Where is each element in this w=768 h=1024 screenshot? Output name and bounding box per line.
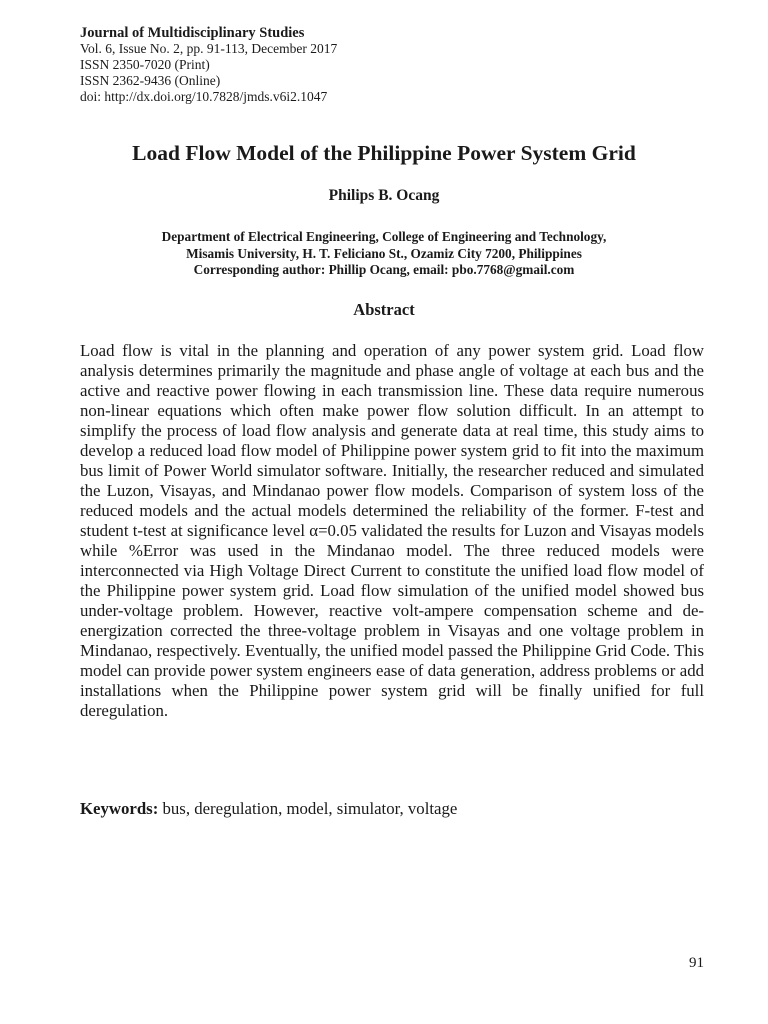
affiliation-line-3: Corresponding author: Phillip Ocang, email: pbo.7768@gmail.com [193, 262, 575, 277]
issn-print: ISSN 2350-7020 (Print) [80, 57, 210, 72]
abstract-heading: Abstract [353, 300, 415, 319]
paper-title: Load Flow Model of the Philippine Power System Grid [132, 141, 636, 165]
volume-line: Vol. 6, Issue No. 2, pp. 91-113, December 2017 [80, 41, 338, 56]
issn-online: ISSN 2362-9436 (Online) [80, 73, 221, 88]
affiliation-line-2: Misamis University, H. T. Feliciano St., Ozamiz City 7200, Philippines [186, 245, 582, 261]
keywords-label: Keywords: [80, 799, 159, 818]
page-number: 91 [689, 955, 704, 971]
abstract-text: Load flow is vital in the planning and operation of any power system grid. Load flow analysis determines primarily the magnitude and phase angle of voltage at each bus and the active and reactive power flowing in each transmission line. These data require numerous non-linear equations which often make power flow solution difficult. In an attempt to simplify the process of load flow analysis and generate data at real time, this study aims to develop a reduced load flow model of Philippine power system grid to fit into the maximum bus limit of Power World simulator software. Initially, the researcher reduced and simulated the Luzon, Visayas, and Mindanao power flow models. Comparison of system loss of the reduced models and the actual models determined the reliability of the former. F-test and student t-test at significance level α=0.05 validated the results for Luzon and Visayas models while %Error was used in the Mindanao model. The three reduced models were interconnected via High Voltage Direct Current to constitute the unified load flow model of the Philippine power system grid. Load flow simulation of the unified model showed bus under-voltage problem. However, reactive volt-ampere compensation scheme and de-energization corrected the three-voltage problem in Visayas and one voltage problem in Mindanao, respectively. Eventually, the unified model passed the Philippine Grid Code. This model can provide power system engineers ease of data generation, address problems or add installations when the Philippine power system grid will be finally unified for full deregulation. [80, 341, 704, 720]
affiliation-line-1: Department of Electrical Engineering, College of Engineering and Technology, [161, 229, 607, 244]
journal-header [80, 25, 337, 105]
journal-name: Journal of Multidisciplinary Studies [80, 25, 305, 41]
affiliation [60, 229, 708, 279]
keywords [80, 799, 704, 819]
doi-line: doi: http://dx.doi.org/10.7828/jmds.v6i2.1047 [80, 89, 328, 104]
keywords-text: bus, deregulation, model, simulator, voltage [158, 799, 458, 818]
author-name: Philips B. Ocang [328, 187, 440, 204]
